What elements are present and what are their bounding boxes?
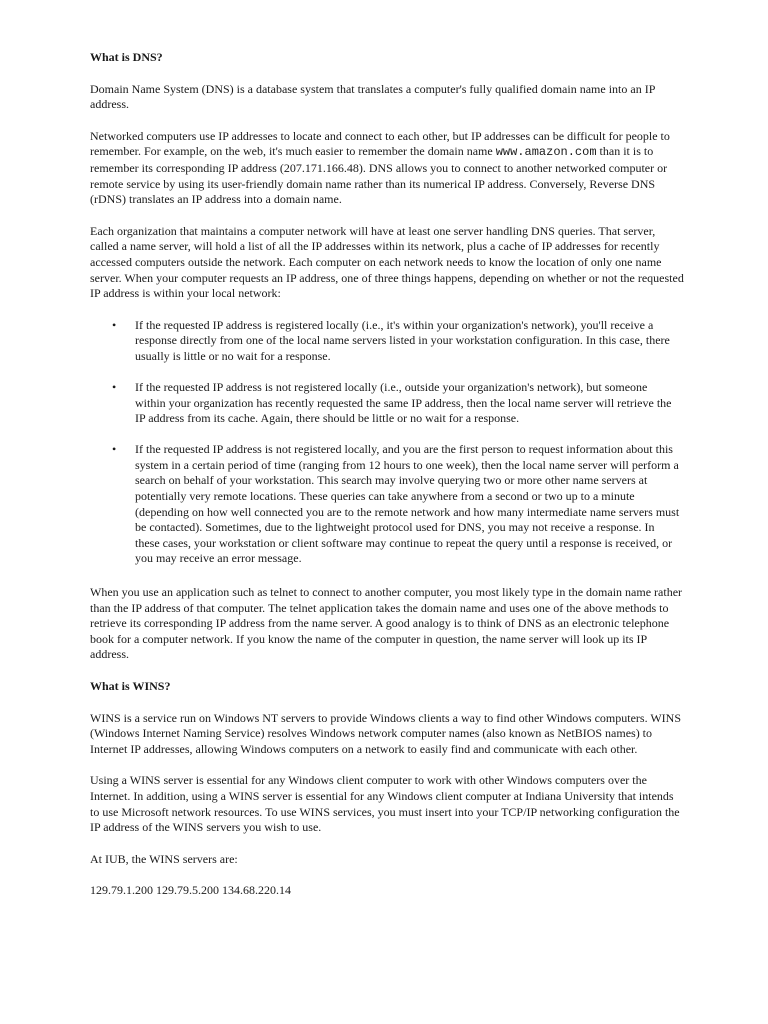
wins-intro-paragraph: WINS is a service run on Windows NT servers to provide Windows clients a way to find other Windows computers. WINS (Windows Internet Naming Service) resolves Windows network computer names (also known as NetBIOS names) to Internet IP addresses, allowing Windows computers on a network to easily find and communicate with each other.	[90, 710, 682, 756]
dns-name-server-paragraph: Each organization that maintains a computer network will have at least one server handling DNS queries. That server, called a name server, will hold a list of all the IP addresses within its network, plus a cache of IP addresses for recently accessed computers outside the network. Each computer on each network needs to know the location of only one name server. When your computer requests an IP address, one of three things happens, depending on whether or not the requested IP address is within your local network:	[90, 223, 684, 301]
bullet-glyph: •	[112, 442, 117, 457]
list-item-text: If the requested IP address is registered locally (i.e., it's within your organization's network), you'll receive a response directly from one of the local name servers listed in your workstation configuration. In this case, there usually is little or no wait for a response.	[135, 317, 670, 363]
document-page	[90, 50, 685, 915]
wins-servers-label: At IUB, the WINS servers are:	[90, 851, 238, 866]
list-item	[90, 442, 680, 567]
wins-heading: What is WINS?	[90, 679, 171, 693]
list-item	[90, 380, 680, 427]
dns-ip-text-after: than it is to remember its corresponding IP address (207.171.166.48). DNS allows you to connect to another networked computer or remote service by using its user-friendly domain name rather than its numerical IP address. Conversely, Reverse DNS (rDNS) translates an IP address into a domain name.	[90, 144, 668, 207]
list-item-text: If the requested IP address is not registered locally, and you are the first person to request information about this system in a certain period of time (ranging from 12 hours to one week), then the local name server will perform a search on behalf of your workstation. This search may involve querying two or more other name servers at potentially very remote locations. These queries can take anywhere from a second or two up to a minute (depending on how well connected you are to the remote network and how many intermediate name servers must be contacted). Sometimes, due to the lightweight protocol used for DNS, you may not receive a response. In these cases, your workstation or client software may continue to repeat the query until a response is received, or you may receive an error message.	[135, 442, 680, 566]
dns-ip-text-before: Networked computers use IP addresses to locate and connect to each other, but IP addresses can be difficult for people to remember. For example, on the web, it's much easier to remember the domain name	[90, 128, 670, 159]
wins-servers-list: 129.79.1.200 129.79.5.200 134.68.220.14	[90, 883, 291, 898]
bullet-glyph: •	[112, 380, 117, 394]
wins-usage-paragraph: Using a WINS server is essential for any Windows client computer to work with other Windows computers over the Internet. In addition, using a WINS server is essential for any Windows client computer at Indiana University that intends to use Microsoft network resources. To use WINS services, you must insert into your TCP/IP networking configuration the IP address of the WINS servers you wish to use.	[90, 773, 680, 835]
dns-cases-list	[90, 318, 685, 567]
dns-heading: What is DNS?	[90, 50, 163, 64]
bullet-glyph: •	[112, 317, 117, 332]
list-item-text: If the requested IP address is not registered locally (i.e., outside your organization's network), but someone within your organization has recently requested the same IP address, then the local name server will retrieve the IP address from its cache. Again, there should be little or no wait for a response.	[135, 380, 672, 426]
dns-intro-paragraph: Domain Name System (DNS) is a database system that translates a computer's fully qualified domain name into an IP address.	[90, 81, 655, 112]
list-item	[90, 318, 680, 365]
amazon-domain: www.amazon.com	[495, 145, 597, 160]
dns-telnet-paragraph: When you use an application such as telnet to connect to another computer, you most likely type in the domain name rather than the IP address of that computer. The telnet application takes the domain name and uses one of the above methods to retrieve its corresponding IP address from the name server. A good analogy is to think of DNS as an electronic telephone book for a computer network. If you know the name of the computer in question, the name server will look up its IP address.	[90, 585, 683, 662]
dns-ip-paragraph	[90, 129, 685, 208]
